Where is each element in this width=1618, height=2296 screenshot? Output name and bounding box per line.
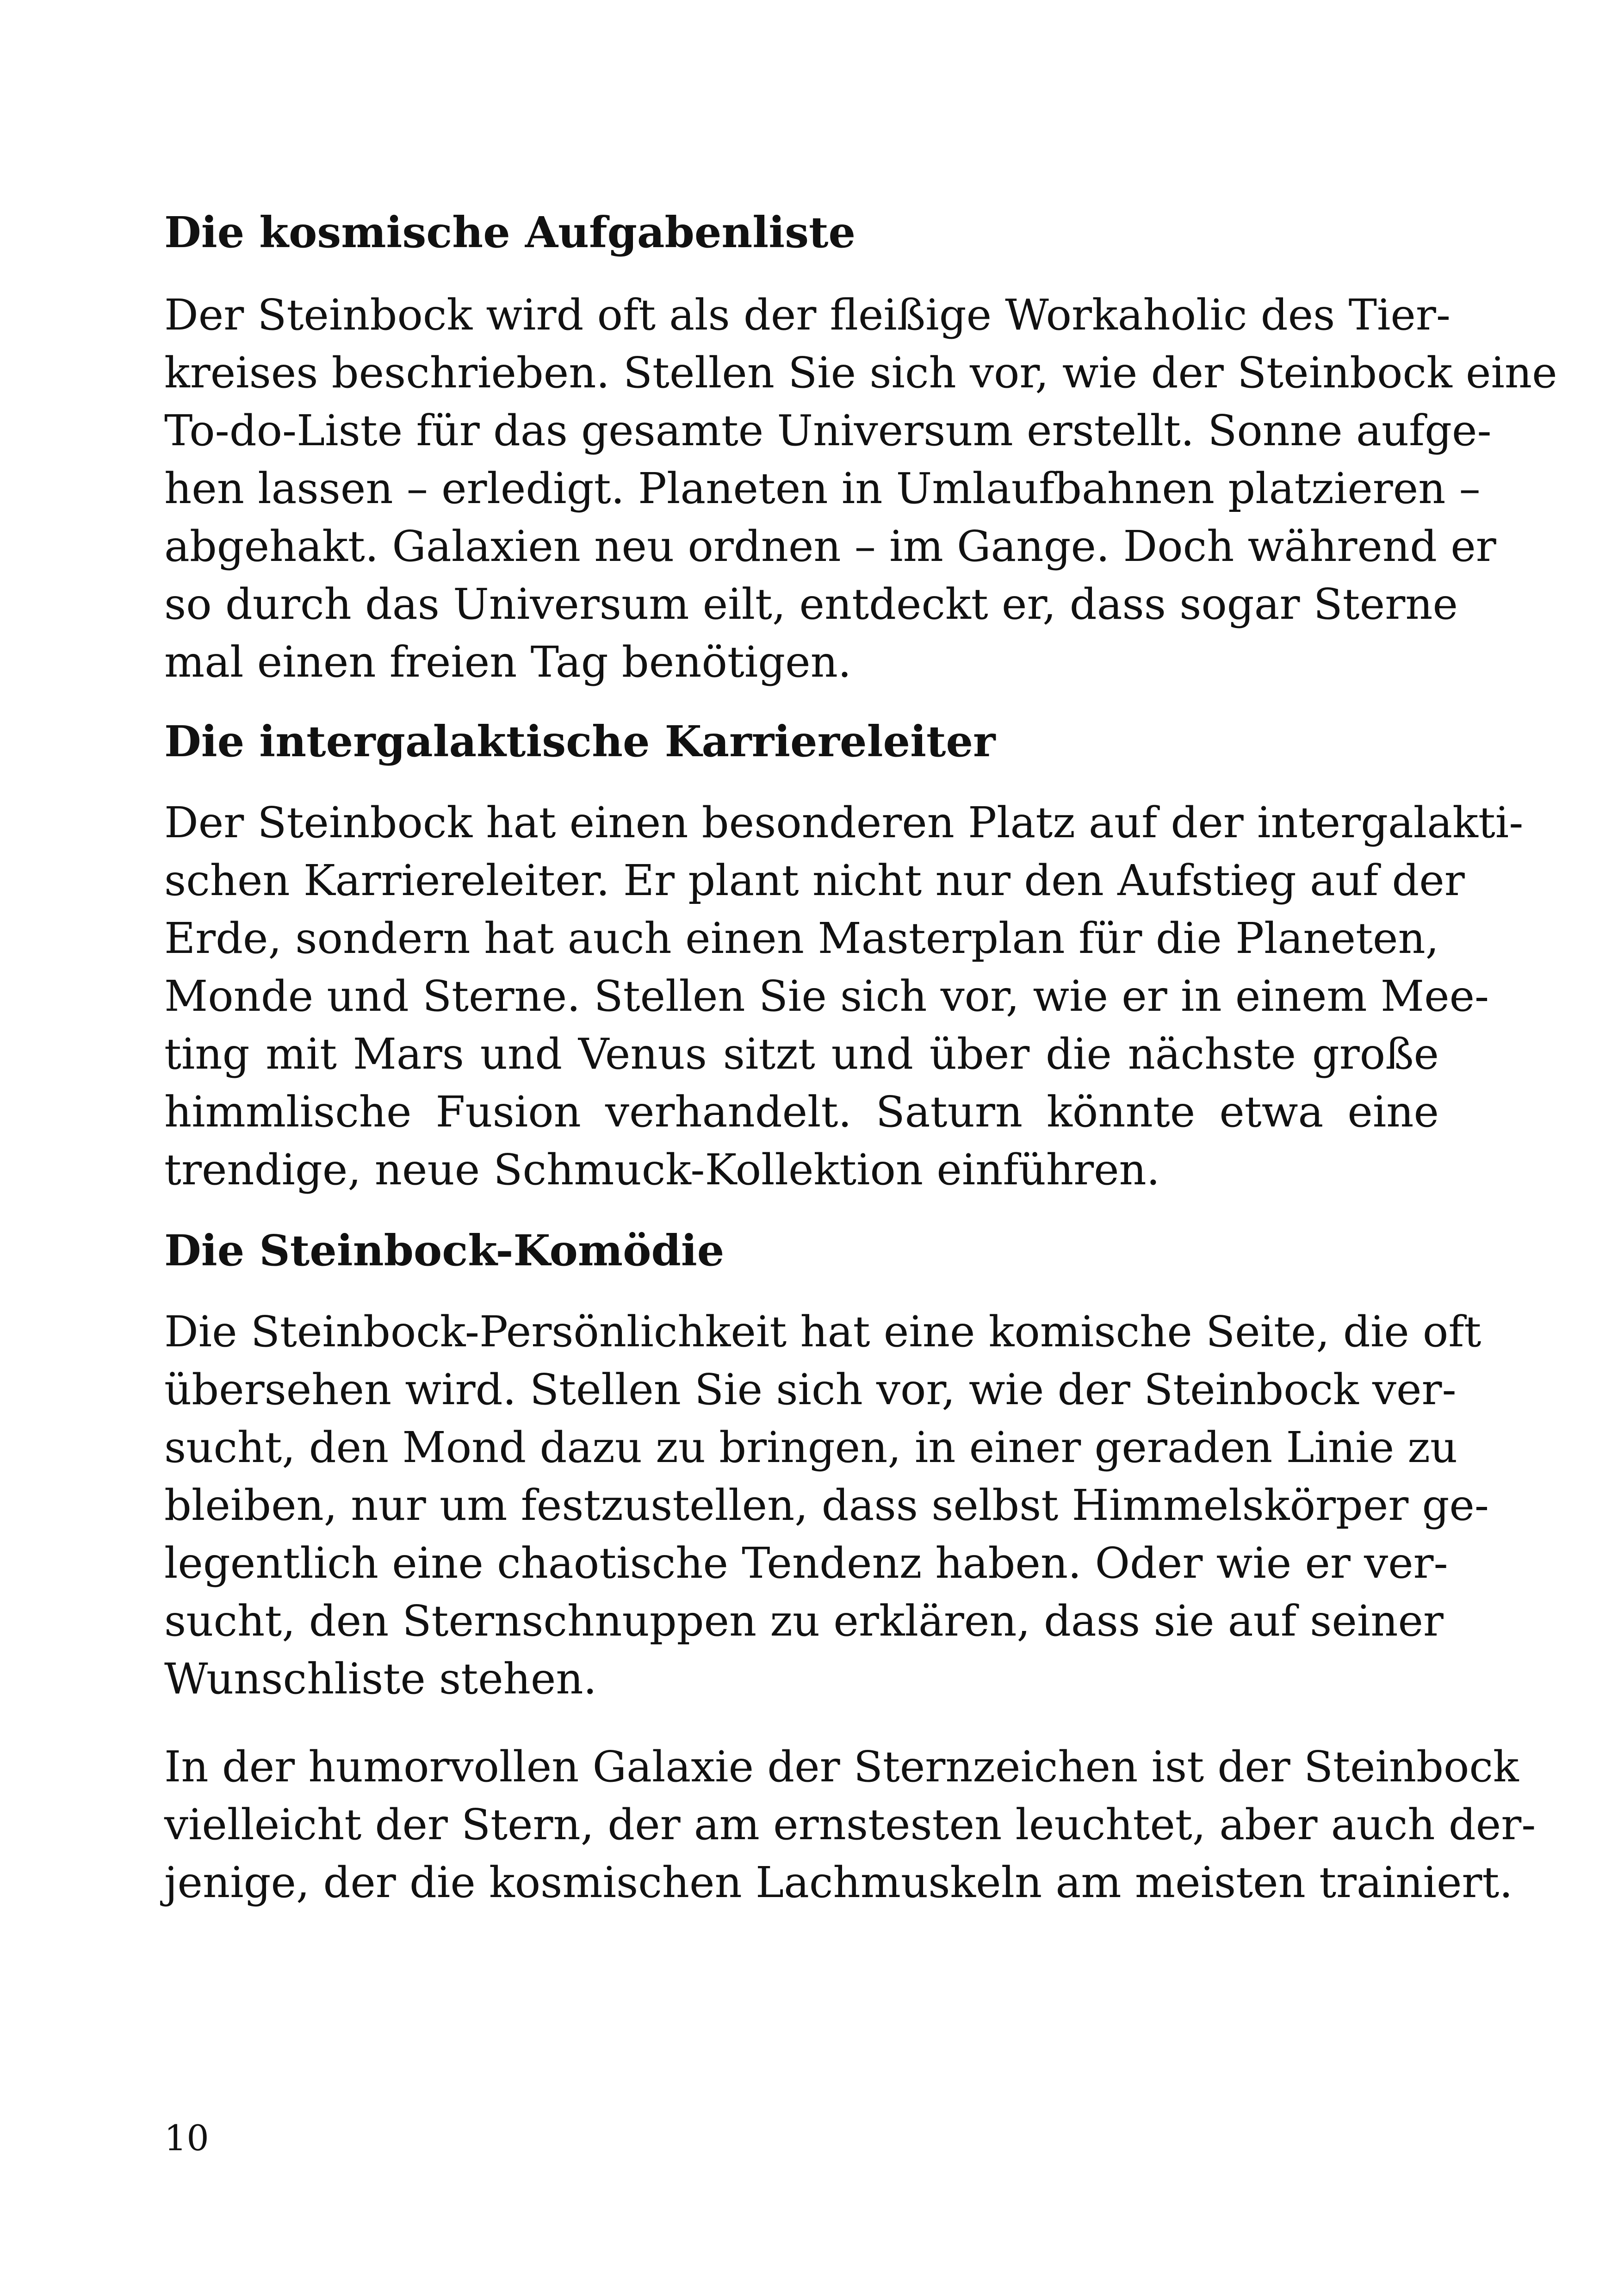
paragraph-line: trendige, neue Schmuck-Kollektion einführen. (164, 1145, 1160, 1195)
paragraph-line: kreises beschrieben. Stellen Sie sich vor, wie der Steinbock eine (164, 348, 1557, 398)
paragraph-line: sucht, den Sternschnuppen zu erklären, dass sie auf seiner (164, 1596, 1444, 1646)
paragraph-line: legentlich eine chaotische Tendenz haben. Oder wie er ver- (164, 1538, 1448, 1588)
paragraph-line: schen Karriereleiter. Er plant nicht nur den Aufstieg auf der (164, 856, 1465, 905)
paragraph-line: To-do-Liste für das gesamte Universum erstellt. Sonne aufge- (164, 406, 1492, 455)
paragraph-line: mal einen freien Tag benötigen. (164, 637, 852, 687)
paragraph-line: sucht, den Mond dazu zu bringen, in einer geraden Linie zu (164, 1423, 1458, 1472)
closing-line: jenige, der die kosmischen Lachmuskeln am meisten trainiert. (164, 1858, 1513, 1907)
section-heading: Die Steinbock-Komödie (164, 1226, 725, 1276)
paragraph-line: bleiben, nur um festzustellen, dass selbst Himmelskörper ge- (164, 1481, 1489, 1530)
paragraph-line: so durch das Universum eilt, entdeckt er, dass sogar Sterne (164, 579, 1458, 629)
paragraph-line: Wunschliste stehen. (164, 1654, 597, 1704)
paragraph-line: Der Steinbock hat einen besonderen Platz auf der intergalakti- (164, 798, 1524, 847)
paragraph-line: Erde, sondern hat auch einen Masterplan für die Planeten, (164, 914, 1439, 963)
paragraph-line: abgehakt. Galaxien neu ordnen – im Gange. Doch während er (164, 522, 1496, 571)
section-heading: Die intergalaktische Karriereleiter (164, 716, 996, 766)
paragraph-line: himmlische Fusion verhandelt. Saturn könnte etwa eine (164, 1087, 1439, 1137)
paragraph-line: übersehen wird. Stellen Sie sich vor, wie der Steinbock ver- (164, 1365, 1457, 1414)
section-heading: Die kosmische Aufgabenliste (164, 207, 856, 257)
closing-line: vielleicht der Stern, der am ernstesten leuchtet, aber auch der- (164, 1800, 1536, 1849)
paragraph-line: Monde und Sterne. Stellen Sie sich vor, wie er in einem Mee- (164, 971, 1489, 1021)
paragraph-line: Der Steinbock wird oft als der fleißige Workaholic des Tier- (164, 290, 1451, 340)
page-number: 10 (164, 2117, 209, 2159)
paragraph-line: hen lassen – erledigt. Planeten in Umlaufbahnen platzieren – (164, 464, 1481, 513)
paragraph-line: Die Steinbock-Persönlichkeit hat eine komische Seite, die oft (164, 1307, 1482, 1356)
paragraph-line: ting mit Mars und Venus sitzt und über die nächste große (164, 1029, 1439, 1079)
closing-line: In der humorvollen Galaxie der Sternzeichen ist der Steinbock (164, 1742, 1519, 1792)
